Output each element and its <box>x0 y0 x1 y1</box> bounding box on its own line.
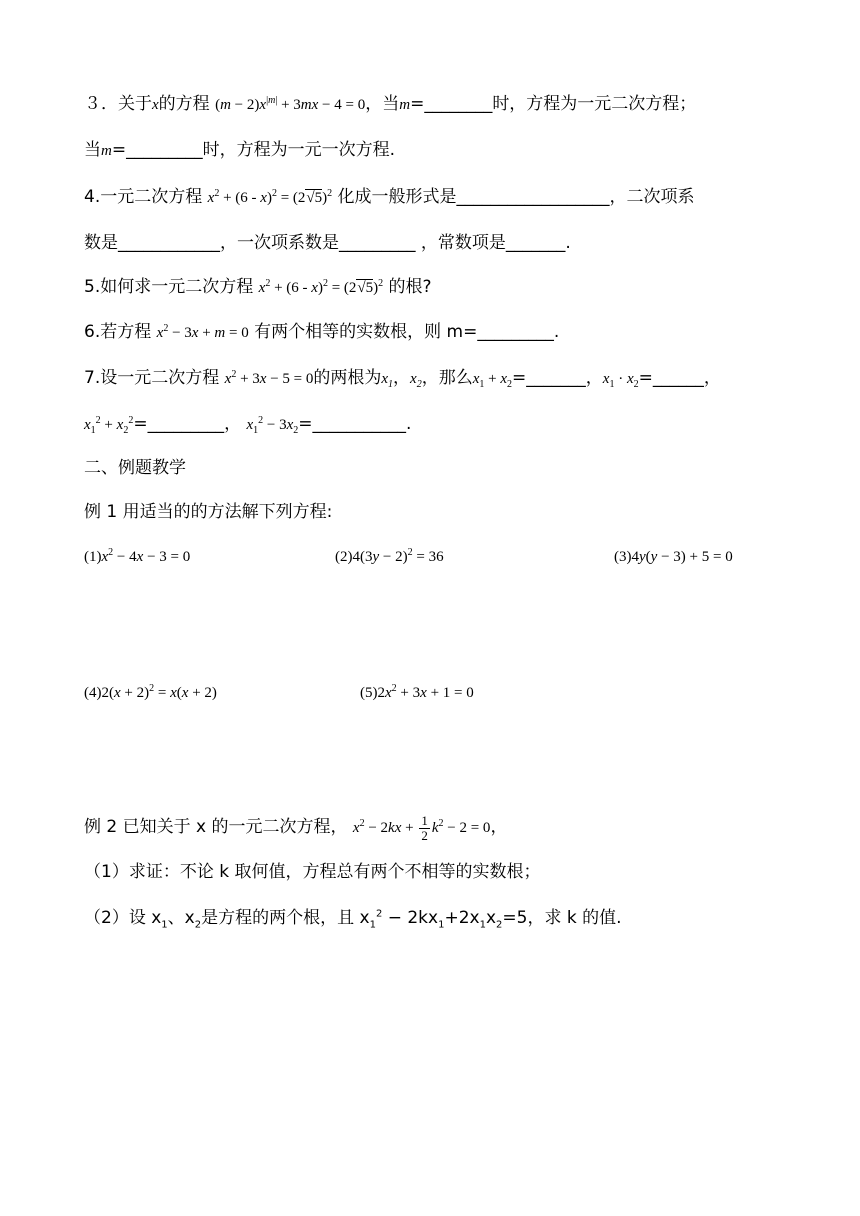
example-1-problem-2: $(2)4(3y - 2)^2 = 36$ <box>335 547 444 565</box>
q7-eq-sign: = <box>298 414 313 434</box>
q3-var-m: m <box>399 97 411 113</box>
q7-equation: $x^2 + 3x - 5 = 0$ <box>224 369 314 387</box>
q4-blank-4[interactable]: _______ <box>505 233 566 253</box>
q7-text: ，那么 <box>421 368 473 388</box>
q7-expr-product: $x_1 \cdot x_2$ <box>602 371 639 390</box>
q4-text: 化成一般形式是 <box>337 187 457 207</box>
q6-blank[interactable]: _________ <box>477 322 554 342</box>
q4-text: 数是 <box>84 233 118 253</box>
q4-line1 <box>84 185 695 210</box>
q7-eq-sign: = <box>512 368 527 388</box>
q4-equation: $x^2 + (6 - x)^2 = (2√5)^2$ <box>207 188 333 206</box>
q7-expr-sum: $x_1 + x_2$ <box>472 371 513 390</box>
example-1-problem-4: $(4)2(x + 2)^2 = x(x + 2)$ <box>84 683 217 701</box>
q7-blank-3[interactable]: _________ <box>147 414 225 434</box>
q3-line2 <box>84 138 395 163</box>
example-2-text: 例 2 已知关于 x 的一元二次方程， <box>84 816 348 837</box>
q7-text: ， <box>703 368 721 388</box>
example-2-part-1: （1）求证：不论 k 取何值，方程总有两个不相等的实数根； <box>84 862 541 882</box>
q5-text: 的根? <box>388 277 432 297</box>
q6-text: . <box>553 322 560 342</box>
q4-blank-3[interactable]: _________ <box>339 233 416 253</box>
q3-line1 <box>84 92 696 117</box>
q7-blank-2[interactable]: ______ <box>652 368 704 388</box>
example-1-problem-3: (3)4y(y − 3) + 5 = 0 <box>614 549 733 565</box>
q3-text: 时，方程为一元一次方程. <box>202 140 395 160</box>
q6-equation: $x^2 - 3x + m = 0$ <box>156 323 249 341</box>
q7-blank-4[interactable]: ___________ <box>312 414 407 434</box>
q7-text: 7.设一元二次方程 <box>84 368 220 388</box>
q4-line2 <box>84 231 571 255</box>
q4-text: ，一次项系数是 <box>220 233 339 253</box>
example-1-problem-5: $(5)2x^2 + 3x + 1 = 0$ <box>360 683 474 701</box>
q7-eq-sign: = <box>133 414 148 434</box>
q7-text: ， <box>585 368 603 388</box>
example-2-text: ， <box>490 816 508 837</box>
q3-eq-sign: = <box>410 94 425 114</box>
q7-line2 <box>84 412 411 437</box>
q3-blank-1[interactable]: ________ <box>424 94 493 114</box>
q5-text: 5.如何求一元二次方程 <box>84 277 254 297</box>
q7-eq-sign: = <box>638 368 653 388</box>
section-title: 二、例题教学 <box>84 458 186 478</box>
example-1-problem-1: $(1)x^2 - 4x - 3 = 0$ <box>84 547 191 565</box>
example-2-part-2: （2）设 $x_1$、$x_2$是方程的两个根，且 $x_1^2 - 2kx_1+2x_1x_2=5$，求 k 的值. <box>84 908 622 931</box>
q3-var-x: x <box>152 97 159 113</box>
q3-text: 的方程 <box>158 94 210 114</box>
q4-text: 4.一元二次方程 <box>84 187 203 207</box>
q7-text: . <box>406 414 412 434</box>
q7-root-1: $x_1$ <box>381 371 394 390</box>
example-2-statement <box>84 814 507 843</box>
q7-text: 的两根为 <box>313 368 382 388</box>
q3-equation: $(m - 2)x^{|m|} + 3mx - 4 = 0$ <box>215 95 366 113</box>
example-1-title: 例 1 用适当的的方法解下列方程: <box>84 502 333 522</box>
q4-text: ，常数项是 <box>420 233 506 253</box>
q7-text: ， <box>393 368 411 388</box>
q3-text: 当 <box>84 140 101 160</box>
q3-text: 时，方程为一元二次方程； <box>492 94 697 114</box>
q6-text: 6.若方程 <box>84 322 152 342</box>
q3-text: ３．关于 <box>84 94 152 114</box>
example-2-equation: $x^2 - 2kx$ + $\frac{1}{2}$ $k^2 - 2 = 0$ <box>352 813 491 843</box>
q3-eq-sign: = <box>111 140 127 160</box>
q5-equation: $x^2 + (6 - x)^2 = (2√5)^2$ <box>258 278 384 296</box>
q4-text: ，二次项系 <box>609 187 695 207</box>
q7-expr-diff: $x_1^2 - 3x_2$ <box>246 415 299 436</box>
q6-text: 有两个相等的实数根，则 m= <box>254 322 478 342</box>
q7-expr-squares: $x_1^2 + x_2^2$ <box>84 415 134 436</box>
fraction-half: $\frac{1}{2}$ <box>421 813 428 843</box>
q7-line1 <box>84 366 721 391</box>
q6-line <box>84 320 559 345</box>
q4-text: . <box>565 233 571 253</box>
q7-text: ， <box>224 414 242 434</box>
q7-blank-1[interactable]: _______ <box>526 368 586 388</box>
q3-blank-2[interactable]: _________ <box>126 140 203 160</box>
q7-root-2: $x_2$ <box>410 371 422 390</box>
q3-var-m: m <box>101 143 112 159</box>
q4-blank-2[interactable]: ____________ <box>118 233 220 253</box>
q4-blank-1[interactable]: __________________ <box>456 187 610 207</box>
q5-line <box>84 275 432 300</box>
q3-text: ，当 <box>365 94 400 114</box>
